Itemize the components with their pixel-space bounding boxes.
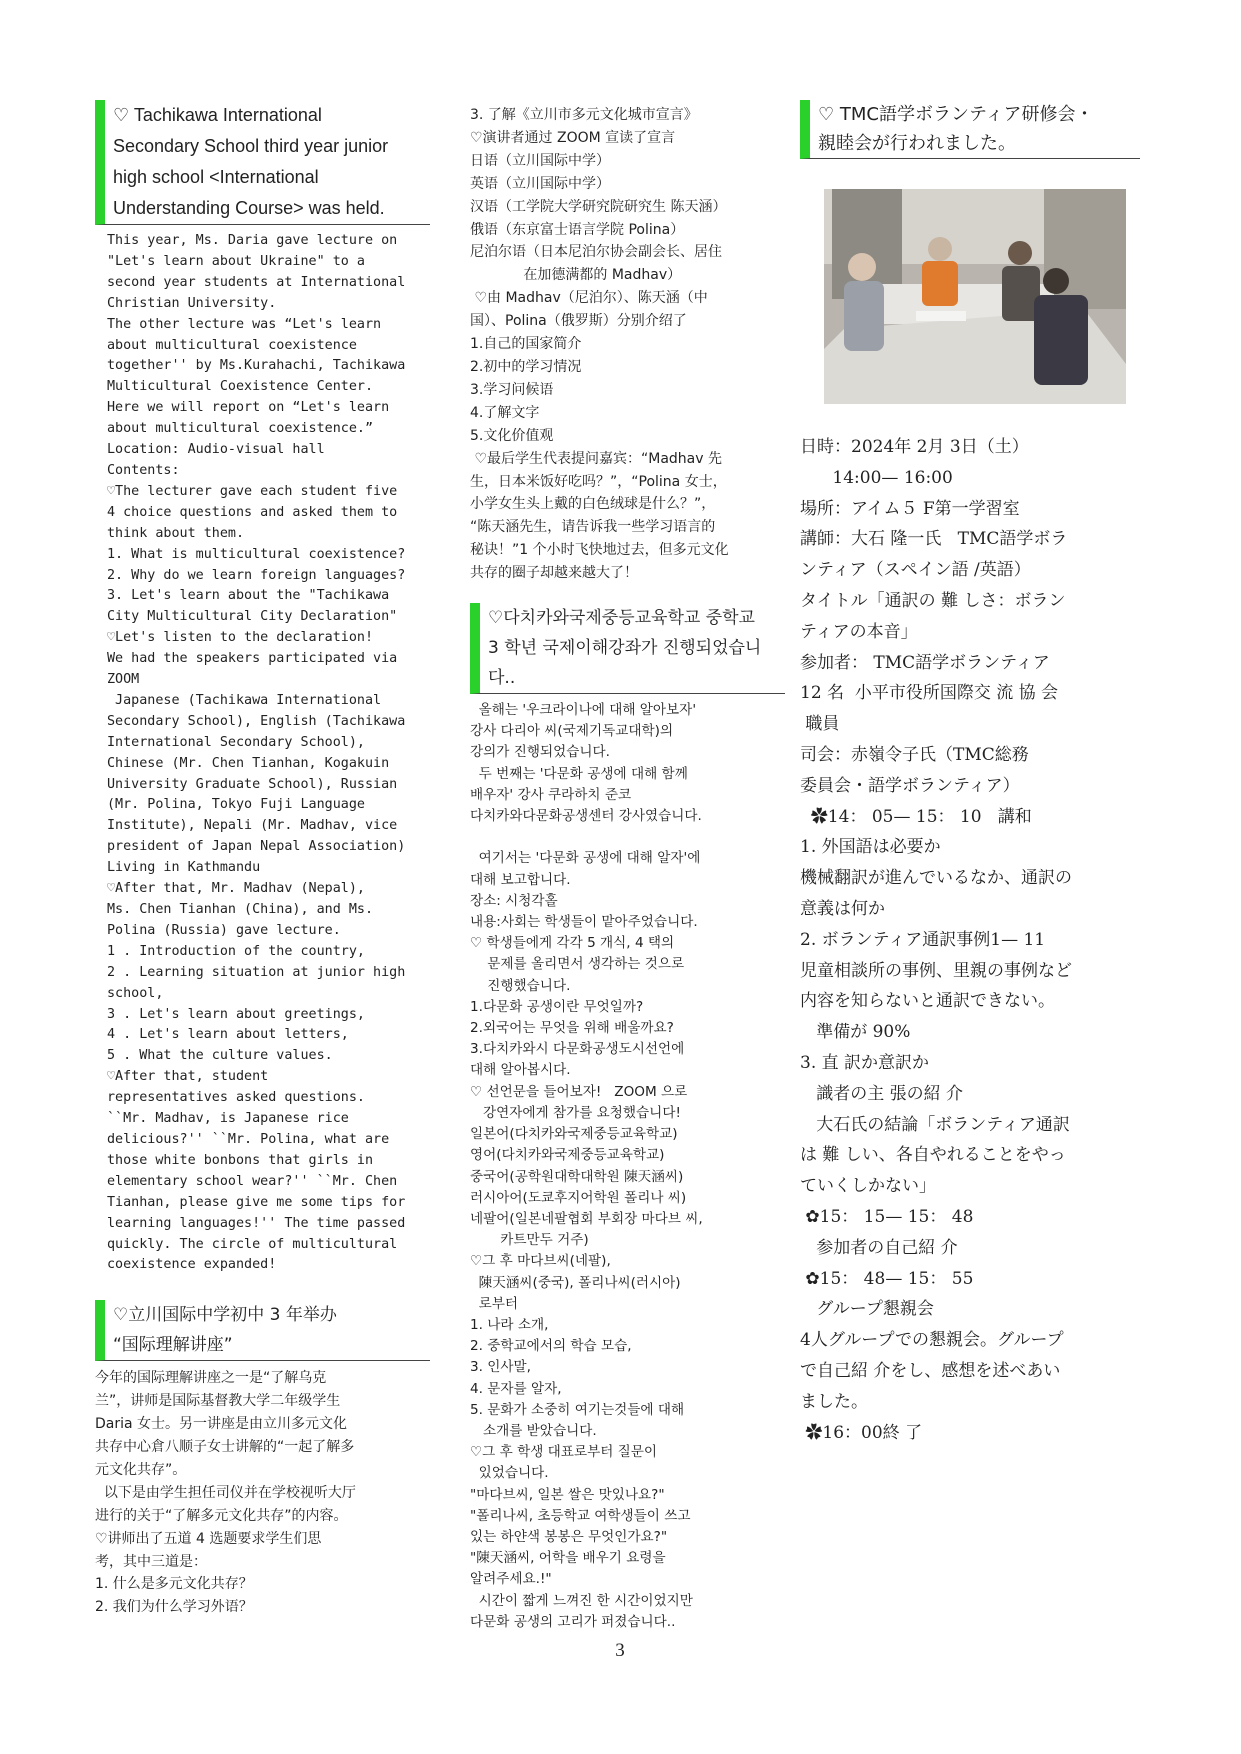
text-line: 강의가 진행되었습니다. bbox=[470, 744, 610, 761]
article-body-chinese-part1 bbox=[95, 1367, 430, 1619]
text-line: ティアの本音」 bbox=[800, 621, 918, 642]
text-line: learning languages!'' The time passed bbox=[107, 1215, 406, 1231]
text-line: coexistence expanded! bbox=[107, 1257, 277, 1273]
text-line: ンティア（スペイン語 /英語） bbox=[800, 560, 1031, 581]
text-line: Tianhan, please give me some tips for bbox=[107, 1194, 406, 1210]
text-line: 2.외국어는 무엇을 위해 배울까요? bbox=[470, 1020, 674, 1037]
text-line: 1. What is multicultural coexistence? bbox=[107, 546, 406, 562]
text-line: 알려주세요.!" bbox=[470, 1571, 552, 1588]
text-line: 진행했습니다. bbox=[470, 977, 571, 994]
text-line: 3. 了解《立川市多元文化城市宣言》 bbox=[470, 107, 698, 123]
text-line: 12 名 小平市役所国際交 流 協 会 bbox=[800, 683, 1059, 704]
text-line: ✿14： 05— 15： 10 講和 bbox=[800, 806, 1032, 827]
text-line: 대해 보고합니다. bbox=[470, 871, 571, 888]
text-line: 여기서는 '다문화 공생에 대해 알자'에 bbox=[470, 850, 701, 867]
text-line: 小学女生头上戴的白色绒球是什么？”， bbox=[470, 496, 716, 513]
text-line: Christian University. bbox=[107, 295, 277, 311]
text-line: together'' by Ms.Kurahachi, Tachikawa bbox=[107, 358, 406, 374]
text-line: で自己紹 介をし、感想を述べあい bbox=[800, 1360, 1061, 1381]
article-body-english bbox=[95, 231, 430, 1276]
text-line: 2. Why do we learn foreign languages? bbox=[107, 567, 406, 583]
text-line: 秘诀！”1 个小时飞快地过去，但多元文化 bbox=[470, 542, 729, 559]
text-line: 参加者： TMC語学ボランティア bbox=[800, 652, 1050, 673]
text-line: 英语（立川国际中学） bbox=[470, 175, 610, 192]
text-line: “国际理解讲座” bbox=[113, 1335, 233, 1356]
text-line: Living in Kathmandu bbox=[107, 860, 261, 876]
text-line: グループ懇親会 bbox=[800, 1299, 934, 1320]
text-line: Contents: bbox=[107, 462, 180, 478]
text-line: ♡ 학생들에게 각각 5 개식, 4 택의 bbox=[470, 935, 675, 952]
text-line: ``Mr. Madhav, is Japanese rice bbox=[107, 1111, 349, 1127]
text-line: ♡다치카와국제중등교육학교 중학교 bbox=[488, 608, 755, 629]
text-line: 委員会・語学ボランティア） bbox=[800, 775, 1020, 796]
text-line: Understanding Course> was held. bbox=[113, 198, 385, 218]
text-line: 親睦会が行われました。 bbox=[818, 133, 1016, 154]
text-line: 兰”，讲师是国际基督教大学二年级学生 bbox=[95, 1393, 341, 1410]
text-line: 14:00— 16:00 bbox=[800, 467, 953, 488]
article-body-chinese-part2 bbox=[470, 104, 785, 585]
text-line: 소개를 받았습니다. bbox=[470, 1422, 597, 1439]
text-line: 以下是由学生担任司仪并在学校视听大厅 bbox=[95, 1484, 356, 1501]
text-line: 4 . Let's learn about letters, bbox=[107, 1027, 349, 1043]
text-line: ZOOM bbox=[107, 672, 140, 688]
text-line: ♡立川国际中学初中 3 年举办 bbox=[113, 1305, 337, 1326]
text-line: 考，其中三道是： bbox=[95, 1553, 207, 1570]
text-line: ♡最后学生代表提问嘉宾：“Madhav 先 bbox=[470, 450, 722, 467]
text-line: quickly. The circle of multicultural bbox=[107, 1236, 398, 1252]
article-heading-chinese bbox=[95, 1300, 430, 1361]
text-line: 1.다문화 공생이란 무엇일까? bbox=[470, 998, 644, 1015]
text-line: 1.自己的国家简介 bbox=[470, 336, 582, 353]
text-line: 識者の主 張の紹 介 bbox=[800, 1083, 964, 1104]
text-line: high school <International bbox=[113, 167, 319, 187]
text-line: 1. 나라 소개, bbox=[470, 1316, 549, 1333]
text-line: "마다브씨, 일본 쌀은 맛있나요?" bbox=[470, 1486, 665, 1503]
text-line: 在加德满都的 Madhav） bbox=[470, 267, 682, 284]
text-line: 3. Let's learn about the "Tachikawa bbox=[107, 588, 390, 604]
text-line: ました。 bbox=[800, 1391, 868, 1412]
text-line: International Secondary School), bbox=[107, 734, 365, 750]
text-line: Chinese (Mr. Chen Tianhan, Kogakuin bbox=[107, 755, 390, 771]
text-line: 중국어(공학원대학대학원 陳天涵씨) bbox=[470, 1168, 684, 1185]
text-line: 日時：2024年 2月 3日（土） bbox=[800, 437, 1029, 457]
text-line: 3. 直 訳か意訳か bbox=[800, 1052, 930, 1073]
text-line: 国）、Polina（俄罗斯）分别介绍了 bbox=[470, 313, 687, 330]
text-line: 5.文化价值观 bbox=[470, 427, 554, 444]
text-line: about multicultural coexistence bbox=[107, 337, 357, 353]
text-line: "Let's learn about Ukraine" to a bbox=[107, 253, 365, 269]
text-line: 2.初中的学习情况 bbox=[470, 358, 582, 375]
text-line: president of Japan Nepal Association) bbox=[107, 839, 406, 855]
text-line: 영어(다치카와국제중등교육학교) bbox=[470, 1147, 665, 1164]
text-line: This year, Ms. Daria gave lecture on bbox=[107, 233, 398, 248]
text-line: 두 번째는 '다문화 공생에 대해 함께 bbox=[470, 765, 688, 782]
text-line: 다문화 공생의 고리가 퍼졌습니다.. bbox=[470, 1613, 676, 1630]
text-line: 児童相談所の事例、里親の事例など bbox=[800, 960, 1072, 981]
column-japanese bbox=[800, 100, 1140, 1448]
text-line: Here we will report on “Let's learn bbox=[107, 400, 390, 416]
article-heading-japanese bbox=[800, 100, 1140, 159]
text-line: 共存中心倉八顺子女士讲解的“一起了解多 bbox=[95, 1439, 355, 1456]
text-line: think about them. bbox=[107, 525, 245, 541]
text-line: 2 . Learning situation at junior high bbox=[107, 964, 406, 980]
text-line: ✿16：00終 了 bbox=[800, 1422, 923, 1443]
text-line: ♡Let's listen to the declaration! bbox=[107, 630, 374, 646]
text-line: Institute), Nepali (Mr. Madhav, vice bbox=[107, 818, 398, 834]
text-line: ♡ TMC語学ボランティア研修会・ bbox=[818, 104, 1094, 125]
text-line: 講師：大石 隆一氏 TMC語学ボラ bbox=[800, 529, 1068, 550]
text-line: 3. 인사말, bbox=[470, 1359, 532, 1376]
text-line: 陳天涵씨(중국), 폴리나씨(러시아) bbox=[470, 1274, 681, 1291]
text-line: Multicultural Coexistence Center. bbox=[107, 379, 374, 395]
text-line: ♡演讲者通过 ZOOM 宣读了宣言 bbox=[470, 129, 676, 146]
text-line: 3 . Let's learn about greetings, bbox=[107, 1006, 365, 1022]
text-line: ♡그 후 학생 대표로부터 질문이 bbox=[470, 1444, 658, 1461]
text-line: 1 . Introduction of the country, bbox=[107, 943, 365, 959]
text-line: 共存的圈子却越来越大了！ bbox=[470, 565, 638, 582]
text-line: タイトル「通訳の 難 しさ：ボラン bbox=[800, 590, 1066, 611]
text-line: delicious?'' ``Mr. Polina, what are bbox=[107, 1131, 390, 1147]
article-heading-english bbox=[95, 100, 430, 225]
page-number: 3 bbox=[615, 1640, 625, 1661]
text-line: ♡The lecturer gave each student five bbox=[107, 483, 398, 499]
meeting-photo bbox=[824, 189, 1126, 404]
text-line: 俄语（东京富士语言学院 Polina） bbox=[470, 221, 685, 238]
text-line: Secondary School), English (Tachikawa bbox=[107, 713, 406, 729]
text-line: City Multicultural City Declaration" bbox=[107, 609, 398, 625]
text-line: 배우자' 강사 쿠라하치 준코 bbox=[470, 786, 632, 803]
text-line: elementary school wear?'' ``Mr. Chen bbox=[107, 1173, 398, 1189]
text-line: 대해 알아봅시다. bbox=[470, 1062, 571, 1079]
text-line: ♡讲师出了五道 4 选题要求学生们思 bbox=[95, 1530, 322, 1547]
text-line: ♡After that, student bbox=[107, 1069, 269, 1085]
text-line: 러시아어(도쿄후지어학원 폴리나 씨) bbox=[470, 1189, 687, 1206]
text-line: 尼泊尔语（日本尼泊尔协会副会长、居住 bbox=[470, 244, 722, 261]
text-line: 올해는 '우크라이나에 대해 알아보자' bbox=[470, 702, 697, 719]
text-line: (Mr. Polina, Tokyo Fuji Language bbox=[107, 797, 365, 813]
text-line: 機械翻訳が進んでいるなか、通訳の bbox=[800, 868, 1072, 889]
article-heading-korean bbox=[470, 603, 785, 694]
column-chinese-korean bbox=[470, 104, 785, 1633]
text-line: 있었습니다. bbox=[470, 1465, 549, 1482]
text-line: 参加者の自己紹 介 bbox=[800, 1237, 958, 1258]
text-line: 5 . What the culture values. bbox=[107, 1048, 333, 1064]
text-line: 大石氏の結論「ボランティア通訳 bbox=[800, 1114, 1070, 1135]
text-line: 2. 중학교에서의 학습 모습, bbox=[470, 1338, 632, 1355]
text-line: Ms. Chen Tianhan (China), and Ms. bbox=[107, 902, 374, 917]
text-line: 日语（立川国际中学） bbox=[470, 152, 610, 169]
text-line: 있는 하얀색 봉봉은 무엇인가요?" bbox=[470, 1528, 668, 1545]
text-line: Polina (Russia) gave lecture. bbox=[107, 922, 341, 938]
text-line: ♡그 후 마다브씨(네팔), bbox=[470, 1253, 611, 1270]
text-line: 職員 bbox=[800, 714, 840, 735]
text-line: about multicultural coexistence.” bbox=[107, 421, 374, 437]
text-line: 进行的关于“了解多元文化共存”的内容。 bbox=[95, 1507, 348, 1524]
text-line: 3.学习问候语 bbox=[470, 381, 554, 398]
text-line: Daria 女士。另一讲座是由立川多元文化 bbox=[95, 1416, 348, 1433]
text-line: 元文化共存”。 bbox=[95, 1461, 187, 1478]
text-line: 5. 문화가 소중히 여기는것들에 대해 bbox=[470, 1401, 685, 1418]
text-line: ていくしかない」 bbox=[800, 1176, 936, 1197]
text-line: 3.다치카와시 다문화공생도시선언에 bbox=[470, 1041, 685, 1058]
text-line: 3 학년 국제이해강좌가 진행되었습니다.. bbox=[488, 638, 762, 689]
text-line: Location: Audio-visual hall bbox=[107, 442, 325, 458]
text-line: 4. 문자를 알자, bbox=[470, 1380, 562, 1397]
text-line: Secondary School third year junior bbox=[113, 136, 389, 156]
text-line: ✿15： 15— 15： 48 bbox=[800, 1206, 974, 1227]
text-line: 일본어(다치카와국제중등교육학교) bbox=[470, 1126, 678, 1143]
text-line: 2. 我们为什么学习外语？ bbox=[95, 1599, 253, 1616]
text-line: 카트만두 거주) bbox=[470, 1232, 589, 1249]
text-line: 司会：赤嶺令子氏（TMC総務 bbox=[800, 744, 1029, 765]
text-line: ♡由 Madhav（尼泊尔）、陈天涵（中 bbox=[470, 290, 708, 307]
text-line: 生，日本米饭好吃吗？”，“Polina 女士， bbox=[470, 473, 727, 490]
text-line: 네팔어(일본네팔협회 부회장 마다브 씨, bbox=[470, 1210, 703, 1227]
text-line: 汉语（工学院大学研究院研究生 陈天涵） bbox=[470, 198, 727, 215]
text-line: The other lecture was “Let's learn bbox=[107, 316, 382, 332]
text-line: 4.了解文字 bbox=[470, 404, 540, 421]
text-line: "陳天涵씨, 어학을 배우기 요령을 bbox=[470, 1550, 666, 1567]
text-line: 4人グループでの懇親会。グループ bbox=[800, 1330, 1064, 1351]
text-line: 場所：アイム５ F第一学習室 bbox=[800, 498, 1020, 519]
text-line: 準備が 90% bbox=[800, 1022, 911, 1043]
text-line: 다치카와다문화공생센터 강사였습니다. bbox=[470, 808, 702, 825]
text-line: 4 choice questions and asked them to bbox=[107, 504, 398, 520]
article-body-korean bbox=[470, 700, 785, 1633]
text-line: ♡ 선언문을 들어보자! ZOOM 으로 bbox=[470, 1083, 688, 1100]
text-line: "폴리나씨, 초등학교 여학생들이 쓰고 bbox=[470, 1507, 691, 1524]
text-line: 강사 다리아 씨(국제기독교대학)의 bbox=[470, 723, 674, 740]
column-english bbox=[95, 100, 430, 1619]
text-line: University Graduate School), Russian bbox=[107, 776, 398, 792]
text-line: ✿15： 48— 15： 55 bbox=[800, 1268, 974, 1289]
text-line: 문제를 올리면서 생각하는 것으로 bbox=[470, 956, 685, 973]
text-line: 1. 什么是多元文化共存？ bbox=[95, 1576, 253, 1593]
text-line: 内容を知らないと通訳できない。 bbox=[800, 991, 1055, 1012]
text-line: school, bbox=[107, 985, 164, 1001]
article-body-japanese bbox=[800, 432, 1140, 1448]
text-line: Japanese (Tachikawa International bbox=[107, 692, 382, 708]
text-line: 장소: 시청각홀 bbox=[470, 892, 558, 909]
text-line: 2. ボランティア通訳事例1— 11 bbox=[800, 929, 1046, 950]
text-line: は 難 しい、各自やれることをやっ bbox=[800, 1145, 1066, 1166]
text-line: 로부터 bbox=[470, 1295, 519, 1312]
text-line: “陈天涵先生，请告诉我一些学习语言的 bbox=[470, 519, 716, 536]
text-line: ♡After that, Mr. Madhav (Nepal), bbox=[107, 881, 365, 897]
text-line: second year students at International bbox=[107, 274, 406, 290]
text-line: 1. 外国語は必要か bbox=[800, 837, 941, 858]
text-line: ♡ Tachikawa International bbox=[113, 105, 322, 125]
text-line: We had the speakers participated via bbox=[107, 651, 398, 667]
text-line: 내용:사회는 학생들이 맡아주었습니다. bbox=[470, 914, 698, 931]
text-line: 意義は何か bbox=[800, 898, 885, 919]
text-line: 강연자에게 참가를 요청했습니다! bbox=[470, 1104, 681, 1121]
text-line: 今年的国际理解讲座之一是“了解乌克 bbox=[95, 1370, 327, 1387]
text-line: 시간이 짧게 느껴진 한 시간이었지만 bbox=[470, 1592, 693, 1609]
text-line: representatives asked questions. bbox=[107, 1090, 365, 1106]
text-line bbox=[470, 827, 785, 848]
text-line: those white bonbons that girls in bbox=[107, 1152, 374, 1168]
